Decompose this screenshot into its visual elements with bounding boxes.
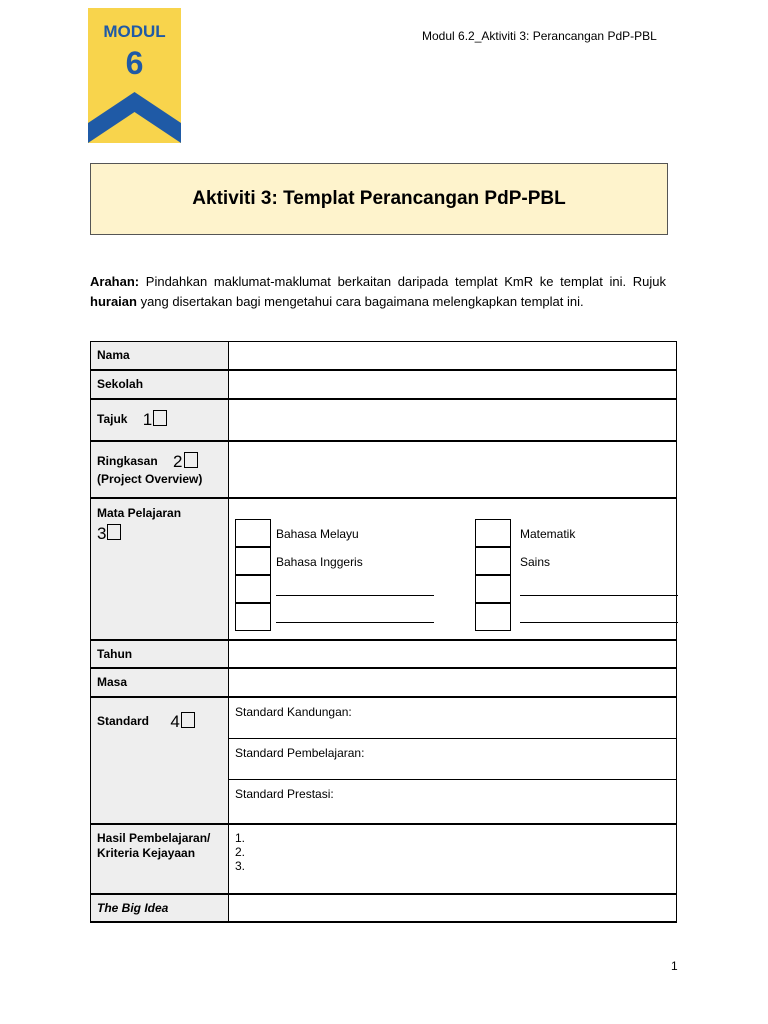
hasil-item-3: 3. bbox=[235, 858, 246, 873]
input-masa[interactable] bbox=[229, 668, 677, 697]
header-reference: Modul 6.2_Aktiviti 3: Perancangan PdP-PBL bbox=[422, 29, 657, 43]
blank-line-other-2[interactable] bbox=[520, 595, 678, 596]
label-tajuk bbox=[91, 399, 229, 441]
square-icon bbox=[107, 524, 121, 540]
subject-label-bahasa-melayu: Bahasa Melayu bbox=[276, 526, 359, 541]
input-tahun[interactable] bbox=[229, 640, 677, 668]
checkbox-other-1[interactable] bbox=[235, 575, 271, 603]
number-marker-1-digit: 1 bbox=[142, 409, 153, 429]
checkbox-other-4[interactable] bbox=[475, 603, 511, 631]
number-marker-2-digit: 2 bbox=[173, 452, 183, 471]
input-standard-pembelajaran[interactable] bbox=[229, 739, 676, 780]
number-marker-2 bbox=[173, 452, 197, 472]
planning-form bbox=[90, 341, 677, 923]
label-mata-pelajaran bbox=[91, 498, 229, 640]
label-hasil bbox=[91, 824, 229, 894]
square-icon bbox=[181, 712, 195, 728]
label-masa: Masa bbox=[91, 668, 229, 697]
checkbox-other-3[interactable] bbox=[235, 603, 271, 631]
square-icon bbox=[184, 452, 198, 468]
label-standard bbox=[91, 697, 229, 824]
subject-options bbox=[229, 498, 677, 640]
input-nama[interactable] bbox=[229, 342, 677, 370]
input-ringkasan[interactable] bbox=[229, 441, 677, 498]
label-nama: Nama bbox=[91, 342, 229, 370]
input-hasil[interactable] bbox=[229, 824, 677, 894]
standard-fields bbox=[229, 697, 677, 824]
page-title: Aktiviti 3: Templat Perancangan PdP-PBL bbox=[192, 188, 566, 209]
instructions bbox=[90, 272, 666, 312]
label-big-idea: The Big Idea bbox=[91, 894, 229, 922]
checkbox-bahasa-melayu[interactable] bbox=[235, 519, 271, 547]
hasil-item-1: 1. bbox=[235, 830, 246, 845]
number-marker-4-digit: 4 bbox=[170, 711, 180, 731]
checkbox-bahasa-inggeris[interactable] bbox=[235, 547, 271, 575]
blank-line-other-1[interactable] bbox=[276, 595, 434, 596]
blank-line-other-4[interactable] bbox=[520, 622, 678, 623]
number-marker-3 bbox=[97, 524, 121, 544]
label-tajuk-text: Tajuk bbox=[97, 411, 128, 426]
label-mata-pelajaran-text: Mata Pelajaran bbox=[97, 505, 182, 520]
checkbox-sains[interactable] bbox=[475, 547, 511, 575]
badge-line2: 6 bbox=[125, 45, 144, 81]
badge-line1: MODUL bbox=[103, 22, 166, 41]
modul-6-badge bbox=[88, 8, 181, 143]
label-ringkasan bbox=[91, 441, 229, 498]
standard-prestasi-label: Standard Prestasi: bbox=[235, 786, 334, 801]
number-marker-4 bbox=[170, 712, 194, 732]
subject-label-bahasa-inggeris: Bahasa Inggeris bbox=[276, 554, 363, 569]
label-ringkasan-sub: (Project Overview) bbox=[97, 472, 203, 486]
checkbox-other-2[interactable] bbox=[475, 575, 511, 603]
instructions-text-2: yang disertakan bagi mengetahui cara bagaimana melengkapkan templat ini. bbox=[136, 294, 584, 309]
standard-kandungan-label: Standard Kandungan: bbox=[235, 704, 352, 719]
title-box bbox=[90, 163, 668, 235]
input-standard-prestasi[interactable] bbox=[229, 780, 676, 821]
number-marker-1 bbox=[143, 410, 167, 430]
label-standard-text: Standard bbox=[97, 713, 150, 728]
number-marker-3-digit: 3 bbox=[97, 523, 107, 543]
label-ringkasan-text: Ringkasan bbox=[97, 454, 158, 469]
subject-label-sains: Sains bbox=[520, 554, 551, 569]
label-sekolah: Sekolah bbox=[91, 370, 229, 399]
label-hasil-line2: Kriteria Kejayaan bbox=[97, 845, 196, 860]
page-number: 1 bbox=[671, 959, 678, 973]
instructions-text-1: Pindahkan maklumat-maklumat berkaitan daripada templat KmR ke templat ini. Rujuk bbox=[139, 274, 666, 289]
square-icon bbox=[153, 410, 167, 426]
checkbox-matematik[interactable] bbox=[475, 519, 511, 547]
hasil-item-2: 2. bbox=[235, 844, 246, 859]
instructions-label: Arahan: bbox=[90, 274, 140, 289]
subject-label-matematik: Matematik bbox=[520, 526, 576, 541]
label-tahun: Tahun bbox=[91, 640, 229, 668]
input-standard-kandungan[interactable] bbox=[229, 698, 676, 739]
input-tajuk[interactable] bbox=[229, 399, 677, 441]
input-sekolah[interactable] bbox=[229, 370, 677, 399]
input-big-idea[interactable] bbox=[229, 894, 677, 922]
instructions-bold: huraian bbox=[90, 294, 137, 309]
label-hasil-line1: Hasil Pembelajaran/ bbox=[97, 830, 211, 845]
blank-line-other-3[interactable] bbox=[276, 622, 434, 623]
standard-pembelajaran-label: Standard Pembelajaran: bbox=[235, 745, 365, 760]
